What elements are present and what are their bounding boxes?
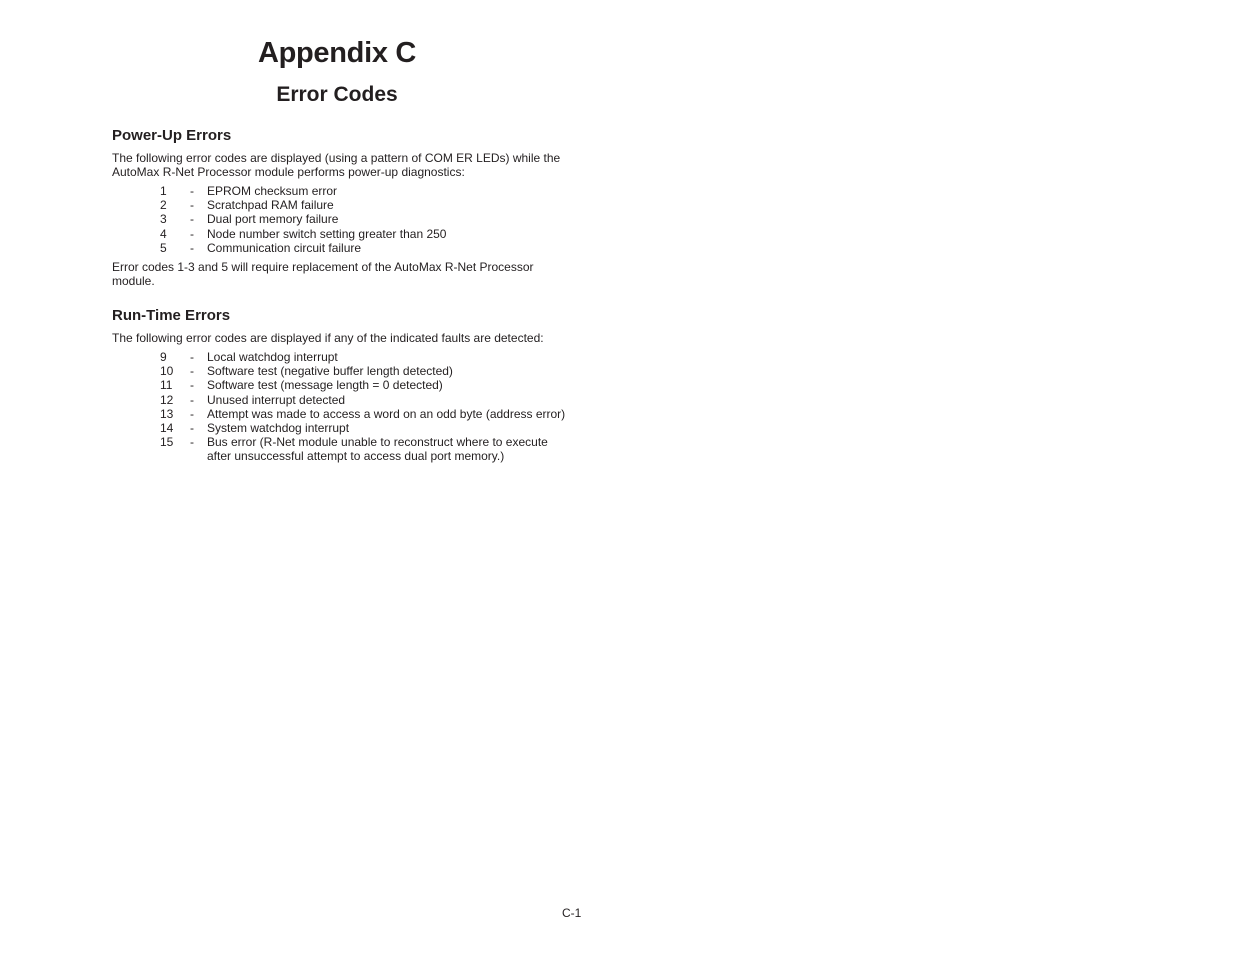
- page-number: C-1: [562, 906, 582, 920]
- error-code-dash: -: [190, 364, 194, 379]
- run-time-errors-heading: Run-Time Errors: [112, 307, 231, 324]
- error-code-number: 10: [160, 364, 174, 379]
- list-item: [160, 393, 570, 407]
- list-item: [160, 435, 570, 463]
- error-code-dash: -: [190, 406, 194, 421]
- power-up-note: Error codes 1-3 and 5 will require replacement of the AutoMax R-Net Processor module.: [112, 260, 534, 289]
- error-code-number: 9: [160, 350, 167, 364]
- list-item: [160, 378, 570, 392]
- power-up-errors-heading: Power-Up Errors: [112, 127, 232, 144]
- error-code-dash: -: [190, 435, 194, 450]
- error-code-description: Communication circuit failure: [207, 240, 362, 255]
- list-item: [160, 184, 570, 198]
- error-code-number: 14: [160, 421, 174, 436]
- error-code-number: 3: [160, 212, 167, 227]
- error-code-dash: -: [190, 226, 194, 241]
- list-item: [160, 241, 570, 255]
- error-code-description: Attempt was made to access a word on an odd byte (address error): [207, 406, 566, 421]
- list-item: [160, 421, 570, 435]
- error-code-description: Node number switch setting greater than 250: [207, 226, 447, 241]
- error-code-dash: -: [190, 240, 194, 255]
- page-title: Appendix C: [257, 37, 417, 69]
- error-code-number: 5: [160, 240, 167, 255]
- error-code-number: 1: [160, 184, 167, 198]
- list-item: [160, 198, 570, 212]
- error-code-dash: -: [190, 184, 194, 198]
- error-code-number: 13: [160, 406, 174, 421]
- error-code-number: 15: [160, 435, 174, 450]
- error-code-number: 4: [160, 226, 167, 241]
- error-code-dash: -: [190, 212, 194, 227]
- power-up-code-list: [160, 184, 570, 255]
- error-code-number: 2: [160, 198, 167, 213]
- list-item: [160, 227, 570, 241]
- power-up-intro: The following error codes are displayed (using a pattern of COM ER LEDs) while the AutoMax R-Net Processor module performs power-up diagnostics:: [112, 151, 561, 180]
- error-code-description: EPROM checksum error: [207, 184, 338, 198]
- error-code-description: Scratchpad RAM failure: [207, 198, 334, 213]
- page-subtitle: Error Codes: [276, 83, 398, 106]
- error-code-dash: -: [190, 350, 194, 364]
- error-code-description: Unused interrupt detected: [207, 392, 346, 407]
- error-code-description: Dual port memory failure: [207, 212, 339, 227]
- run-time-intro: The following error codes are displayed if any of the indicated faults are detected:: [112, 331, 544, 345]
- list-item: [160, 407, 570, 421]
- error-code-dash: -: [190, 378, 194, 393]
- error-code-description: Bus error (R-Net module unable to reconstruct where to execute after unsuccessful attempt to access dual port memory.): [207, 435, 548, 464]
- error-code-number: 11: [160, 378, 173, 393]
- error-code-dash: -: [190, 392, 194, 407]
- run-time-code-list: [160, 350, 570, 464]
- error-code-description: System watchdog interrupt: [207, 421, 350, 436]
- error-code-dash: -: [190, 421, 194, 436]
- list-item: [160, 364, 570, 378]
- error-code-description: Local watchdog interrupt: [207, 350, 338, 364]
- error-code-number: 12: [160, 392, 174, 407]
- error-code-description: Software test (negative buffer length detected): [207, 364, 453, 379]
- error-code-dash: -: [190, 198, 194, 213]
- list-item: [160, 350, 570, 364]
- error-code-description: Software test (message length = 0 detected): [207, 378, 443, 393]
- list-item: [160, 212, 570, 226]
